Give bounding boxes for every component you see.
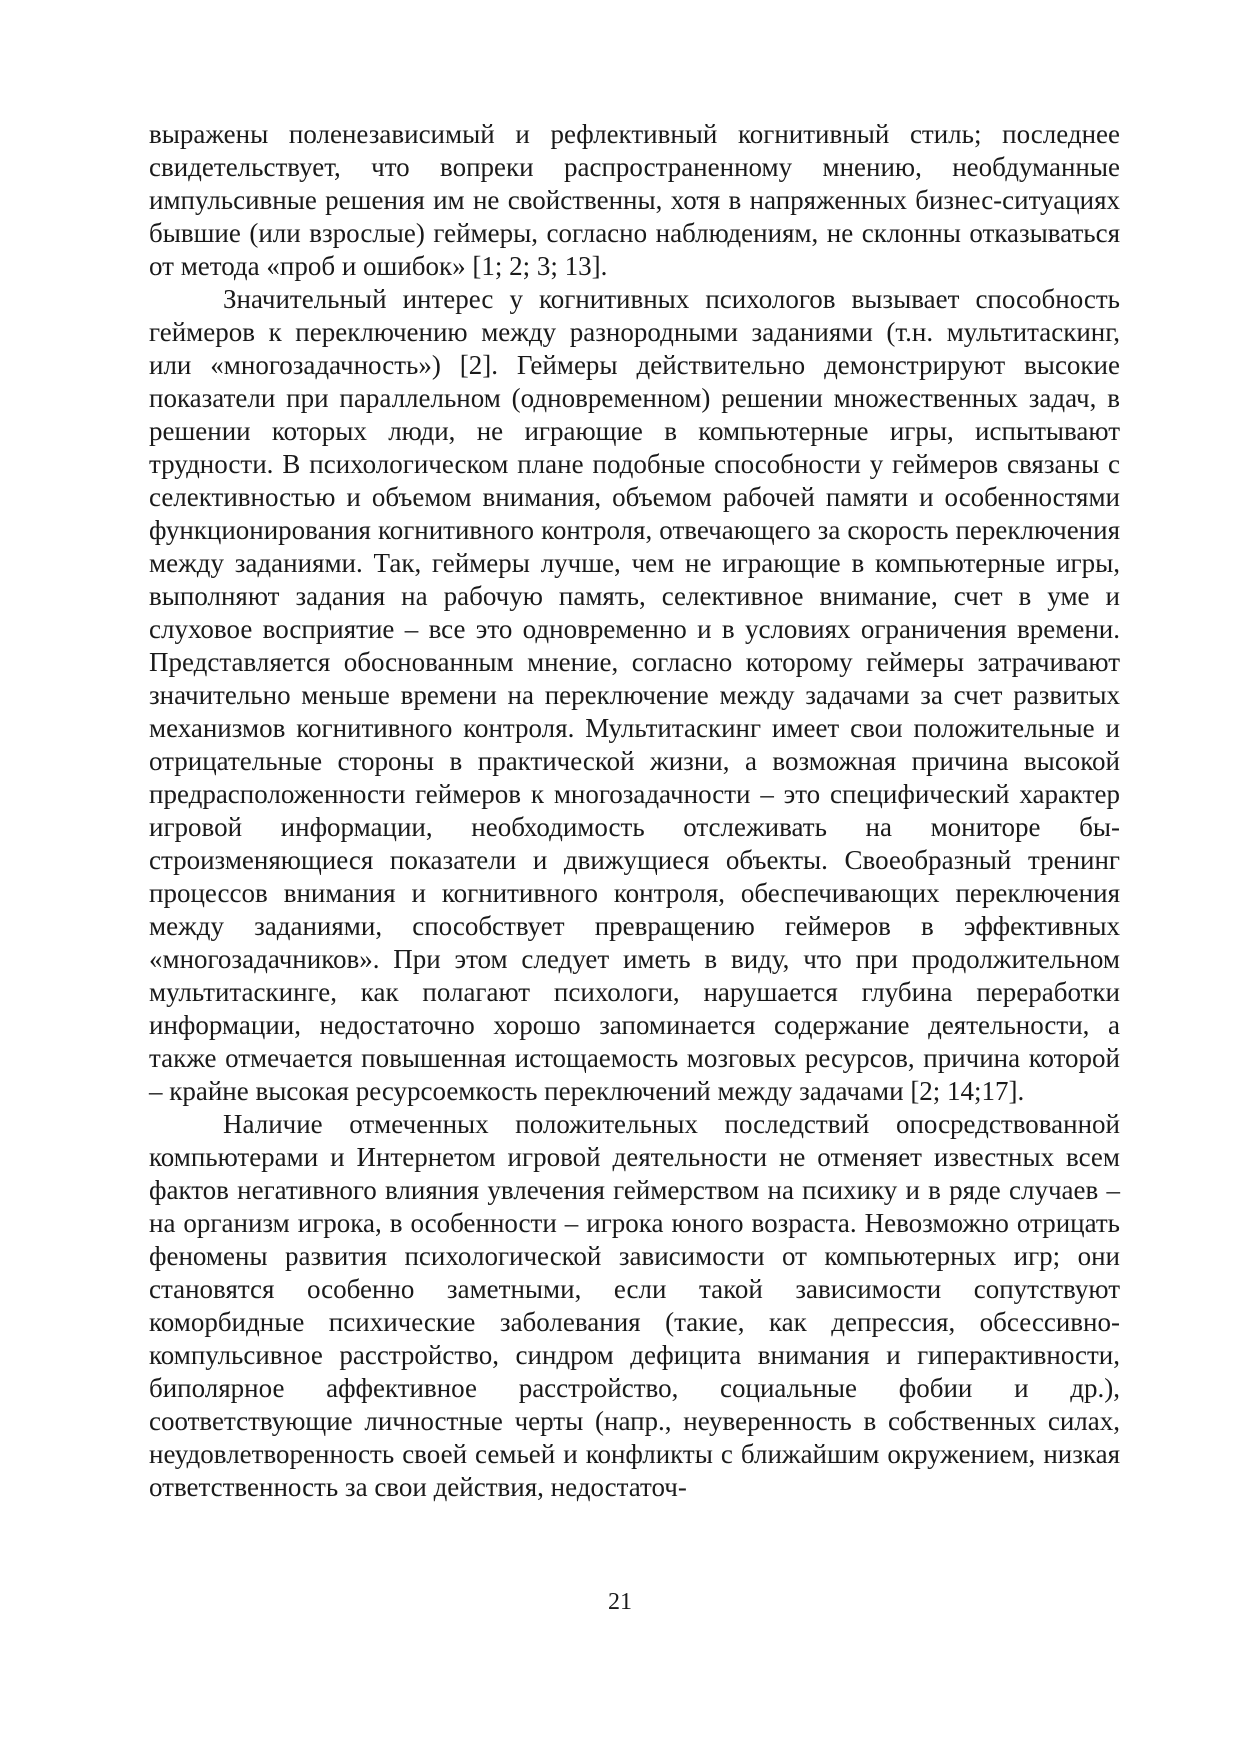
paragraph-2: Значительный интерес у когнитивных психологов вызывает способность геймеров к переключению между разнородными заданиями (т.н. мультитаскинг, или «многозадачность») [2]. Геймеры действительно демонстрируют высокие показатели при параллельном (одновременном) решении множественных задач, в решении которых люди, не играющие в компьютерные игры, испытывают трудности. В психологическом плане подобные способности у геймеров связаны с селективностью и объемом внимания, объемом рабочей памяти и особенностями функционирования когнитивного контроля, отвечающего за скорость переключения между заданиями. Так, геймеры лучше, чем не играющие в компьютерные игры, выполняют задания на рабочую память, селективное внимание, счет в уме и слуховое восприятие – все это одновременно и в условиях ограничения времени. Представляется обоснованным мнение, согласно которому геймеры затрачивают значительно меньше времени на переключение между задачами за счет развитых механизмов когнитивного контроля. Мультитаскинг имеет свои положительные и отрицательные стороны в практической жизни, а возможная причина высокой предрасположенности геймеров к многозадачности – это специфический характер игровой информации, необходимость отслеживать на мониторе быстроизменяющиеся показатели и движущиеся объекты. Своеобразный тренинг процессов внимания и когнитивного контроля, обеспечивающих переключения между заданиями, способствует превращению геймеров в эффективных «многозадачников». При этом следует иметь в виду, что при продолжительном мультитаскинге, как полагают психологи, нарушается глубина переработки информации, недостаточно хорошо запоминается содержание деятельности, а также отмечается повышенная истощаемость мозговых ресурсов, причина которой – крайне высокая ресурсоемкость переключений между задачами [2; 14;17]. bbox=[149, 284, 1120, 1106]
page-number: 21 bbox=[608, 1589, 632, 1615]
body-text bbox=[149, 118, 1120, 1504]
paragraph-3: Наличие отмеченных положительных последствий опосредствованной компьютерами и Интернетом игровой деятельности не отменяет известных всем фактов негативного влияния увлечения геймерством на психику и в ряде случаев – на организм игрока, в особенности – игрока юного возраста. Невозможно отрицать феномены развития психологической зависимости от компьютерных игр; они становятся особенно заметными, если такой зависимости сопутствуют коморбидные психические заболевания (такие, как депрессия, обсессивно-компульсивное расстройство, синдром дефицита внимания и гиперактивности, биполярное аффективное расстройство, социальные фобии и др.), соответствующие личностные черты (напр., неуверенность в собственных силах, неудовлетворенность своей семьей и конфликты с ближайшим окружением, низкая ответственность за свои действия, недостаточ- bbox=[149, 1109, 1120, 1502]
paragraph-1: выражены поленезависимый и рефлективный когнитивный стиль; последнее свидетельствует, что вопреки распространенному мнению, необдуманные импульсивные решения им не свойственны, хотя в напряженных бизнес-ситуациях бывшие (или взрослые) геймеры, согласно наблюдениям, не склонны отказываться от метода «проб и ошибок» [1; 2; 3; 13]. bbox=[149, 119, 1120, 281]
